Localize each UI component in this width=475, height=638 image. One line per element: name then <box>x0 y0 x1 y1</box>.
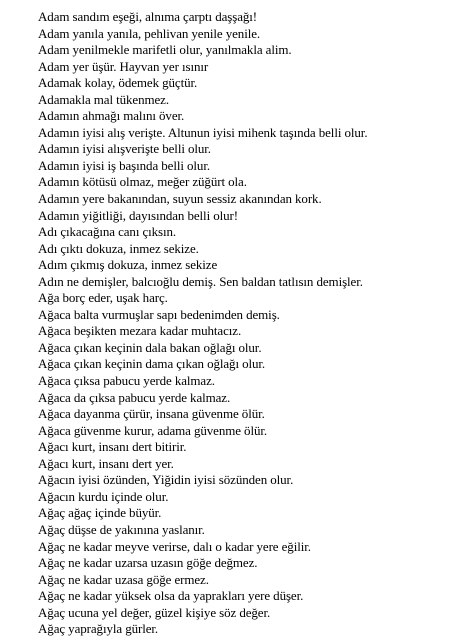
proverb-line: Ağacın kurdu içinde olur. <box>38 488 169 504</box>
proverb-line: Adamın kötüsü olmaz, meğer züğürt ola. <box>38 174 247 190</box>
proverb-line: Ağaç ne kadar yüksek olsa da yaprakları yere düşer. <box>38 588 304 604</box>
proverb-line: Adam yanıla yanıla, pehlivan yenile yenile. <box>38 25 261 41</box>
proverb-line: Ağaca balta vurmuşlar sapı bedenimden demiş. <box>38 306 280 322</box>
proverb-line: Ağacı kurt, insanı dert bitirir. <box>38 439 187 455</box>
proverb-line: Ağaca çıksa pabucu yerde kalmaz. <box>38 373 215 389</box>
proverb-line: Ağaca çıkan keçinin dala bakan oğlağı olur. <box>38 339 262 355</box>
proverb-line: Ağaç ağaç içinde büyür. <box>38 505 162 521</box>
proverb-line: Ağaç ucuna yel değer, güzel kişiye söz değer. <box>38 604 271 620</box>
proverb-line: Adamın iyisi alışverişte belli olur. <box>38 141 211 157</box>
proverb-line: Adam yenilmekle marifetli olur, yanılmakla alim. <box>38 42 292 58</box>
proverb-line: Adamın iyisi iş başında belli olur. <box>38 157 210 173</box>
proverb-line: Adım çıkmış dokuza, inmez sekize <box>38 257 218 273</box>
proverb-line: Ağaca çıkan keçinin dama çıkan oğlağı olur. <box>38 356 266 372</box>
proverb-line: Adamak kolay, ödemek güçtür. <box>38 75 198 91</box>
proverb-line: Ağaca da çıksa pabucu yerde kalmaz. <box>38 389 231 405</box>
proverb-line: Adamın yere bakanından, suyun sessiz akanından kork. <box>38 191 322 207</box>
proverb-line: Adamın yiğitliği, dayısından belli olur! <box>38 207 239 223</box>
proverb-line: Ağaca dayanma çürür, insana güvenme ölür. <box>38 406 265 422</box>
proverb-line: Adı çıkacağına canı çıksın. <box>38 224 177 240</box>
proverb-line: Adın ne demişler, balcıoğlu demiş. Sen baldan tatlısın demişler. <box>38 273 363 289</box>
proverb-line: Ağacın iyisi özünden, Yiğidin iyisi sözünden olur. <box>38 472 294 488</box>
proverb-line: Adamın ahmağı malını över. <box>38 108 185 124</box>
proverb-line: Ağaca beşikten mezara kadar muhtacız. <box>38 323 242 339</box>
proverb-line: Ağaç ne kadar uzarsa uzasın göğe değmez. <box>38 555 258 571</box>
proverb-line: Adamakla mal tükenmez. <box>38 91 169 107</box>
proverb-line: Ağaç ne kadar meyve verirse, dalı o kadar yere eğilir. <box>38 538 311 554</box>
proverb-line: Ağaç ne kadar uzasa göğe ermez. <box>38 571 209 587</box>
proverb-line: Ağacı kurt, insanı dert yer. <box>38 455 174 471</box>
proverb-list <box>38 9 367 638</box>
proverb-line: Adam sandım eşeği, alnıma çarptı daşşağı! <box>38 9 258 24</box>
proverb-line: Ağaca güvenme kurur, adama güvenme ölür. <box>38 422 268 438</box>
proverb-line: Adamın iyisi alış verişte. Altunun iyisi mihenk taşında belli olur. <box>38 124 368 140</box>
proverb-line: Ağaç yaprağıyla gürler. <box>38 621 159 637</box>
proverb-line: Adı çıktı dokuza, inmez sekize. <box>38 240 199 256</box>
proverb-line: Ağaç düşse de yakınına yaslanır. <box>38 521 205 537</box>
proverb-line: Ağa borç eder, uşak harç. <box>38 290 168 306</box>
proverb-line: Adam yer üşür. Hayvan yer ısınır <box>38 58 209 74</box>
